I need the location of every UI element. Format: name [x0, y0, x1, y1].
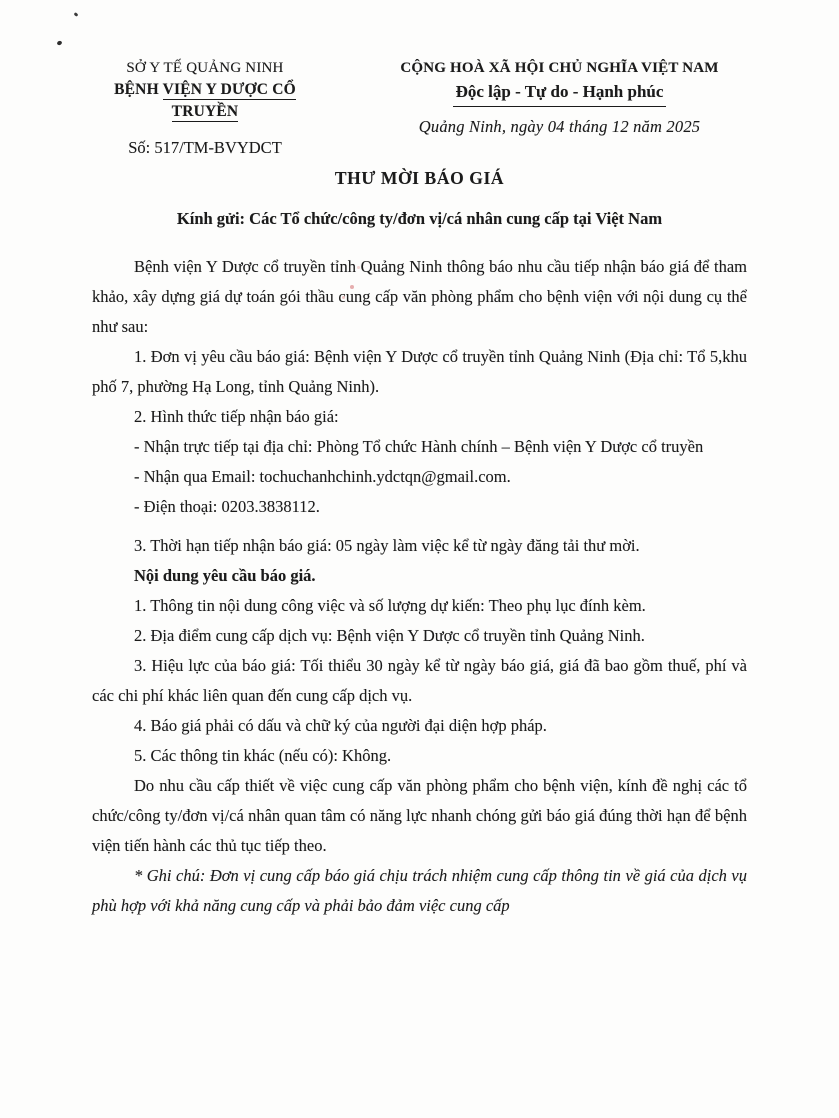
national-motto-line: CỘNG HOÀ XÃ HỘI CHỦ NGHĨA VIỆT NAM: [400, 60, 719, 76]
paragraph-other-info: 5. Các thông tin khác (nếu có): Không.: [134, 746, 392, 765]
hospital-name: [85, 79, 325, 123]
document-number: Số: 517/TM-BVYDCT: [128, 138, 282, 157]
paragraph-service-location: 2. Địa điểm cung cấp dịch vụ: Bệnh viện Y Dược cổ truyền tỉnh Quảng Ninh.: [134, 626, 645, 645]
paragraph-stamp-signature: 4. Báo giá phải có dấu và chữ ký của người đại diện hợp pháp.: [134, 716, 547, 735]
department-name: SỞ Y TẾ QUẢNG NINH: [126, 60, 284, 76]
paragraph-quote-validity: 3. Hiệu lực của báo giá: Tối thiểu 30 ngày kể từ ngày báo giá, giá đã bao gồm thuế, phí và các chi phí khác liên quan đến cung cấp dịch vụ.: [92, 656, 747, 705]
document-body: [92, 252, 747, 921]
national-header-block: [382, 57, 737, 138]
paragraph-requesting-unit: 1. Đơn vị yêu cầu báo giá: Bệnh viện Y Dược cổ truyền tỉnh Quảng Ninh (Địa chỉ: Tổ 5,khu phố 7, phường Hạ Long, tỉnh Quảng Ninh).: [92, 347, 747, 396]
document-title: THƯ MỜI BÁO GIÁ: [334, 168, 505, 188]
place-date-line: Quảng Ninh, ngày 04 tháng 12 năm 2025: [418, 117, 701, 136]
independence-motto-line: Độc lập - Tự do - Hạnh phúc: [382, 81, 737, 107]
paragraph-intro: Bệnh viện Y Dược cổ truyền tỉnh Quảng Ninh thông báo nhu cầu tiếp nhận báo giá để tham khảo, xây dựng giá dự toán gói thầu cung cấp văn phòng phẩm cho bệnh viện với nội dung cụ thể như sau:: [92, 257, 747, 336]
paragraph-deadline: 3. Thời hạn tiếp nhận báo giá: 05 ngày làm việc kể từ ngày đăng tải thư mời.: [134, 536, 640, 555]
paragraph-content-heading: Nội dung yêu cầu báo giá.: [134, 566, 316, 585]
paragraph-note: * Ghi chú: Đơn vị cung cấp báo giá chịu trách nhiệm cung cấp thông tin về giá của dịch vụ phù hợp với khả năng cung cấp và phải bảo đảm việc cung cấp: [92, 866, 747, 915]
paragraph-reception-method: 2. Hình thức tiếp nhận báo giá:: [134, 407, 339, 426]
salutation-line: Kính gửi: Các Tổ chức/công ty/đơn vị/cá nhân cung cấp tại Việt Nam: [176, 209, 663, 228]
hospital-name-underlined: VIỆN Y DƯỢC CỔ TRUYỀN: [162, 81, 296, 120]
paragraph-phone: - Điện thoại: 0203.3838112.: [134, 497, 320, 516]
scan-speck: [56, 40, 62, 46]
paragraph-work-info: 1. Thông tin nội dung công việc và số lượng dự kiến: Theo phụ lục đính kèm.: [134, 596, 646, 615]
scan-speck: [74, 12, 79, 17]
paragraph-direct-address: - Nhận trực tiếp tại địa chỉ: Phòng Tổ chức Hành chính – Bệnh viện Y Dược cổ truyền: [134, 437, 704, 456]
paragraph-email: - Nhận qua Email: tochuchanhchinh.ydctqn@gmail.com.: [134, 467, 511, 486]
paragraph-urgency: Do nhu cầu cấp thiết về việc cung cấp văn phòng phẩm cho bệnh viện, kính đề nghị các tổ chức/công ty/đơn vị/cá nhân quan tâm có năng lực nhanh chóng gửi báo giá đúng thời hạn để bệnh viện tiến hành các thủ tục tiếp theo.: [92, 776, 747, 855]
issuing-authority-block: [85, 57, 325, 159]
hospital-name-prefix: BỆNH: [114, 81, 163, 98]
